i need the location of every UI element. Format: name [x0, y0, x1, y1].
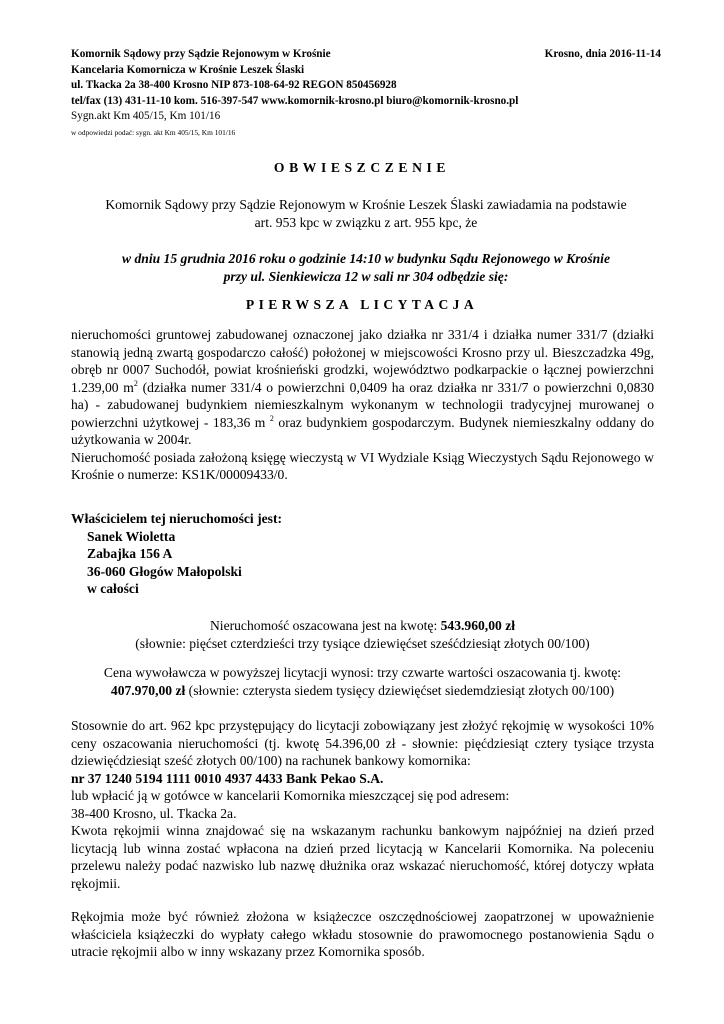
valuation-text: Nieruchomość oszacowana jest na kwotę:: [209, 618, 441, 633]
office-address: ul. Tkacka 2a 38-400 Krosno NIP 873-108-64-92 REGON 850456928: [71, 79, 397, 92]
intro-text: [71, 196, 661, 231]
office-contact: tel/fax (13) 431-11-10 kom. 516-397-547 www.komornik-krosno.pl biuro@komornik-krosno.pl: [71, 94, 519, 107]
starting-price-amount: 407.970,00 zł: [110, 682, 186, 698]
deposit-block: [71, 717, 654, 892]
document-title: OBWIESZCZENIE: [273, 160, 451, 175]
deposit-deadline-text: Kwota rękojmii winna znajdować się na wskazanym rachunku bankowym najpóźniej na dzień przed licytacją lub winna zostać wpłacona na dzień przed licytacją w Kancelarii Komornika.: [71, 823, 654, 856]
deposit-text: Stosownie do art. 962 kpc przystępujący do licytacji zobowiązany jest złożyć rękojmię w wysokości 10% ceny oszacowania nieruchomości (tj. kwotę 54.396,00 zł - słownie: pięćdziesiąt cztery tysiące trzysta dziewięćdziesiąt sześć złotych 00/100) na rachunek bankowy komornika:: [71, 718, 654, 768]
owner-street: Zabajka 156 A: [87, 546, 173, 561]
letterhead: [71, 47, 661, 139]
deposit-alternative-text: Rękojmia może być również złożona w książeczce oszczędnościowej zaopatrzonej w upoważnienie właściciela książeczki do wypłaty całego wkładu stosownie do prawomocnego postanowienia Sądu o utracie rękojmii albo w inny wskazany przez Komornika sposób.: [71, 909, 654, 959]
starting-price-words: (słownie: czterysta siedem tysięcy dziewięćset siedemdziesiąt złotych 00/100): [185, 682, 615, 698]
reply-note: w odpowiedzi podać: sygn. akt Km 405/15, Km 101/16: [71, 127, 236, 137]
event-line-2: przy ul. Sienkiewicza 12 w sali nr 304 odbędzie się:: [223, 268, 509, 284]
land-register-info: Nieruchomość posiada założoną księgę wieczystą w VI Wydziale Ksiąg Wieczystych Sądu Rejonowego w Krośnie o numerze: KS1K/00009433/0.: [71, 449, 654, 482]
intro-line-2: art. 953 kpc w związku z art. 955 kpc, że: [254, 214, 478, 230]
transfer-instructions: Na poleceniu przelewu należy podać nazwisko lub nazwę dłużnika oraz wskazać nieruchomość, której dotyczy wpłata rękojmii.: [71, 840, 654, 891]
auction-date-place: [71, 250, 661, 285]
owner-label: Właścicielem tej nieruchomości jest:: [71, 511, 283, 526]
event-line-1: w dniu 15 grudnia 2016 roku o godzinie 14:10 w budynku Sądu Rejonowego w Krośnie: [122, 251, 610, 266]
place-date: Krosno, dnia 2016-11-14: [544, 48, 661, 60]
office-name: Kancelaria Komornicza w Krośnie Leszek Ślaski: [71, 63, 305, 76]
office-payment-address: 38-400 Krosno, ul. Tkacka 2a.: [71, 805, 237, 821]
valuation-words: (słownie: pięćset czterdzieści trzy tysiące dziewięćset sześćdziesiąt złotych 00/100): [135, 635, 590, 651]
property-description: [71, 326, 654, 484]
sup-area-1: 2: [133, 378, 138, 388]
property-text-2: (działka numer 331/4 o powierzchni 0,0409 ha oraz działka nr 331/7 o powierzchni 0,0830 ha) - zabudowanej budynkiem niemieszkalnym wykonanym w technologii tradycyjnej murowanej o powierzchni użytkowej - 183,36 m: [71, 379, 654, 430]
property-text-3: oraz budynkiem gospodarczym. Budynek niemieszkalny oddany do użytkowania w 2004r.: [71, 414, 654, 447]
bailiff-name: Komornik Sądowy przy Sądzie Rejonowym w Krośnie: [71, 48, 331, 60]
deposit-alternative: [71, 908, 654, 961]
bank-account: nr 37 1240 5194 1111 0010 4937 4433 Bank Pekao S.A.: [71, 770, 384, 786]
starting-price-text: Cena wywoławcza w powyższej licytacji wynosi: trzy czwarte wartości oszacowania tj. kwotę:: [103, 665, 622, 680]
owner-name: Sanek Wioletta: [87, 528, 176, 544]
auction-title: PIERWSZA LICYTACJA: [245, 297, 479, 312]
owner-share: w całości: [87, 581, 139, 596]
owner-city: 36-060 Głogów Małopolski: [87, 563, 242, 579]
owner-block: [71, 510, 654, 598]
valuation-amount: 543.960,00 zł: [440, 618, 516, 633]
property-text-1: nieruchomości gruntowej zabudowanej oznaczonej jako działka nr 331/4 i działka numer 331/7 (działki stanowią jedną zwartą gospodarczo całość) położonej w miejscowości Krosno przy ul. Bieszczadzka 49g, obręb nr 0007 Suchodół, powiat krośnieński grodzki, województwo podkarpackie o łącznej powierzchni 1.239,00 m: [71, 327, 654, 395]
case-reference: Sygn.akt Km 405/15, Km 101/16: [71, 110, 221, 123]
cash-payment-text: lub wpłacić ją w gotówce w kancelarii Komornika mieszczącej się pod adresem:: [71, 788, 510, 803]
intro-line-1: Komornik Sądowy przy Sądzie Rejonowym w Krośnie Leszek Ślaski zawiadamia na podstawie: [105, 197, 627, 212]
sup-area-2: 2: [269, 413, 274, 423]
valuation-block: [71, 617, 654, 652]
starting-price-block: [71, 664, 654, 699]
